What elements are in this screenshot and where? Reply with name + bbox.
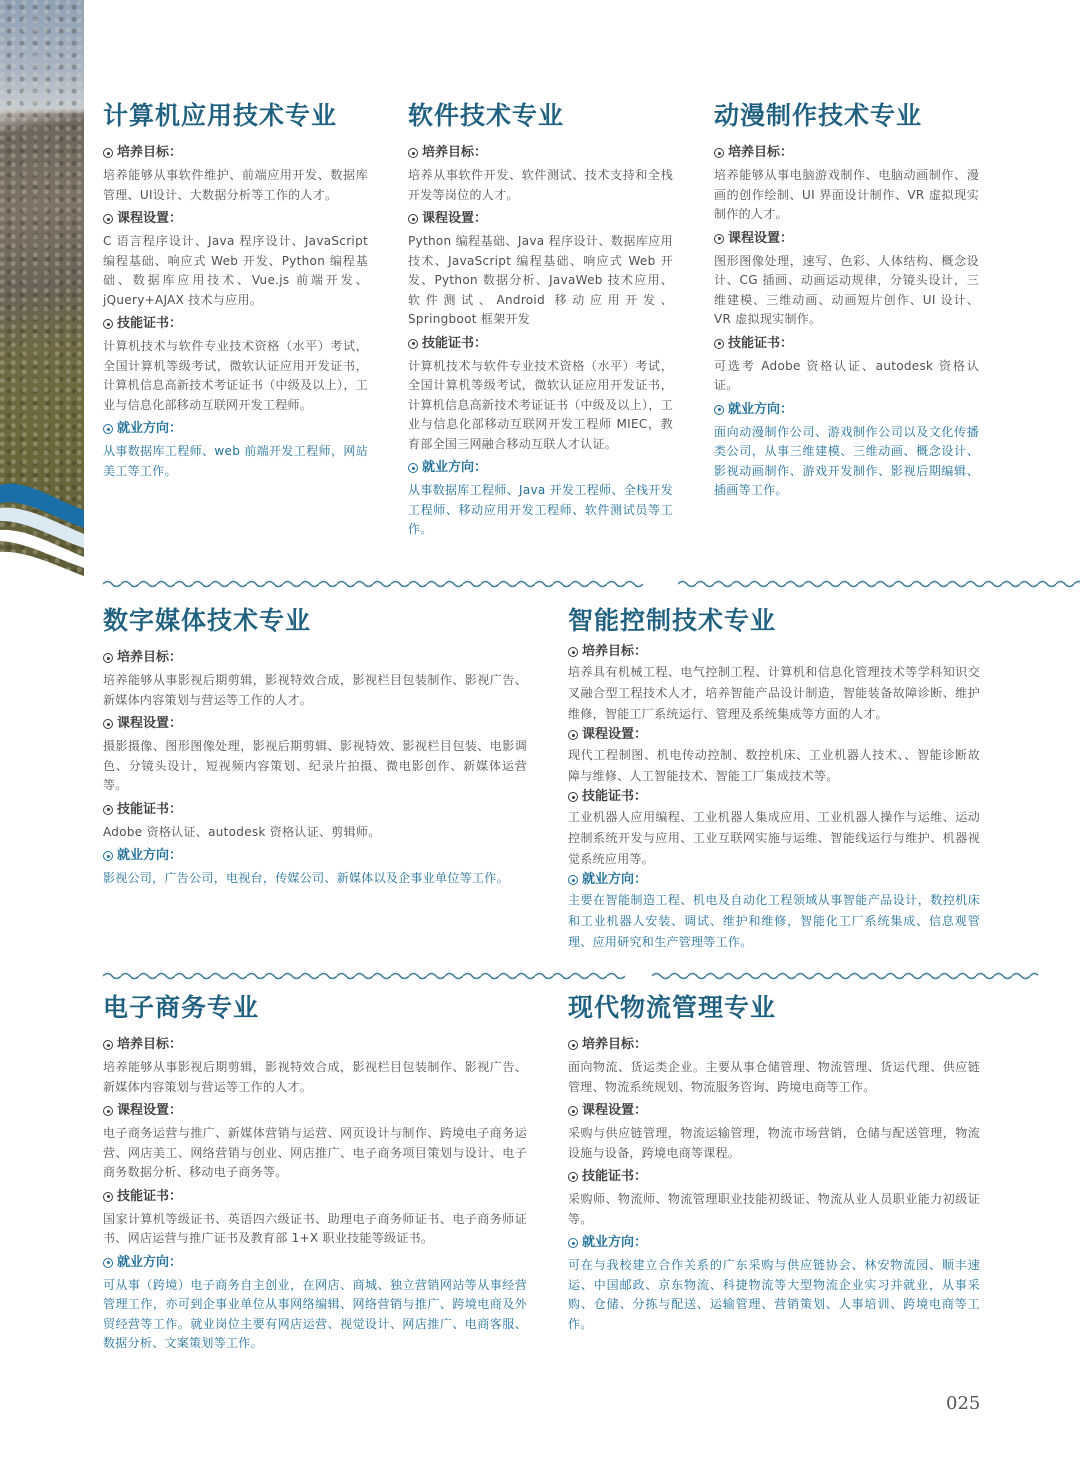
cert-label: 技能证书： <box>117 316 183 331</box>
cert-label: 技能证书： <box>582 789 648 804</box>
circle-bullet-icon <box>103 148 113 158</box>
cert-text: 计算机技术与软件专业技术资格（水平）考试，全国计算机等级考试，微软认证应用开发证书，计算机信息高新技术考证证书（中级及以上），工业与信息化部移动互联网开发工程师 MIEC，教育部全国三网融合移动互联人才认证。 <box>408 358 673 451</box>
circle-bullet-icon <box>714 234 724 244</box>
course-label: 课程设置： <box>117 716 183 731</box>
circle-bullet-icon <box>568 875 578 885</box>
circle-bullet-icon <box>103 851 113 861</box>
cert-label: 技能证书： <box>582 1169 648 1184</box>
course-label: 课程设置： <box>728 230 794 246</box>
circle-bullet-icon <box>103 1040 113 1050</box>
career-heading <box>568 1233 980 1253</box>
major-section-computer-application <box>103 99 368 485</box>
major-title: 数字媒体技术专业 <box>103 606 312 635</box>
course-text: 摄影摄像、图形图像处理，影视后期剪辑、影视特效、影视栏目包装、电影调色、分镜头设计，短视频内容策划、纪录片拍摄、微电影创作、新媒体运营等。 <box>103 739 527 792</box>
goal-text: 培养能够从事电脑游戏制作、电脑动画制作、漫画的创作绘制、UI 界面设计制作、VR 虚拟现实制作的人才。 <box>714 168 979 221</box>
major-section-animation <box>714 99 979 505</box>
cert-text: 可选考 Adobe 资格认证、autodesk 资格认证。 <box>714 358 979 392</box>
cert-label: 技能证书： <box>728 335 794 351</box>
circle-bullet-icon <box>568 1106 578 1116</box>
course-heading <box>714 229 979 249</box>
cert-heading <box>568 787 980 807</box>
major-section-software <box>408 99 673 544</box>
career-heading <box>568 870 980 890</box>
circle-bullet-icon <box>714 405 724 415</box>
course-label: 课程设置： <box>582 727 648 742</box>
career-text: 主要在智能制造工程、机电及自动化工程领域从事智能产品设计，数控机床和工业机器人安装、调试、维护和维修，智能化工厂系统集成、信息观管理、应用研究和生产管理等工作。 <box>568 893 980 949</box>
career-label: 就业方向： <box>582 1235 648 1250</box>
goal-heading <box>103 648 527 668</box>
major-section-digital-media <box>103 604 527 893</box>
goal-label: 培养目标： <box>117 1037 183 1052</box>
circle-bullet-icon <box>103 1106 113 1116</box>
circle-bullet-icon <box>568 1172 578 1182</box>
goal-heading <box>568 1035 980 1055</box>
goal-label: 培养目标： <box>117 650 183 665</box>
wave-divider <box>678 579 1080 589</box>
career-text: 面向动漫制作公司、游戏制作公司以及文化传播类公司，从事三维建模、三维动画、概念设计、影视动画制作、游戏开发制作、影视后期编辑、插画等工作。 <box>714 424 979 497</box>
career-label: 就业方向： <box>117 421 183 436</box>
course-label: 课程设置： <box>117 211 183 226</box>
course-heading <box>568 725 980 745</box>
goal-heading <box>103 1035 527 1055</box>
circle-bullet-icon <box>408 214 418 224</box>
career-heading <box>103 1253 527 1273</box>
circle-bullet-icon <box>408 148 418 158</box>
major-title: 计算机应用技术专业 <box>103 101 338 130</box>
goal-label: 培养目标： <box>422 145 488 160</box>
goal-text: 培养能够从事软件维护、前端应用开发、数据库管理、UI设计、大数据分析等工作的人才。 <box>103 168 368 202</box>
circle-bullet-icon <box>103 1258 113 1268</box>
wave-stripes-decoration <box>0 0 84 600</box>
course-heading <box>103 1101 527 1121</box>
course-text: 采购与供应链管理，物流运输管理，物流市场营销，仓储与配送管理，物流设施与设备，跨境电商等课程。 <box>568 1126 980 1160</box>
course-heading <box>103 714 527 734</box>
cert-heading <box>408 334 673 354</box>
circle-bullet-icon <box>568 792 578 802</box>
career-heading <box>103 419 368 439</box>
circle-bullet-icon <box>714 148 724 158</box>
circle-bullet-icon <box>568 1238 578 1248</box>
cert-heading <box>103 1187 527 1207</box>
cert-text: 工业机器人应用编程、工业机器人集成应用、工业机器人操作与运维、运动控制系统开发与应用、工业互联网实施与运维、智能线运行与维护、机器视觉系统应用等。 <box>568 810 980 866</box>
major-title: 现代物流管理专业 <box>568 993 777 1022</box>
cert-heading <box>103 800 527 820</box>
major-section-logistics <box>568 991 980 1338</box>
goal-text: 面向物流、货运类企业。主要从事仓储管理、物流管理、货运代理、供应链管理、物流系统规划、物流服务咨询、跨境电商等工作。 <box>568 1060 980 1094</box>
career-text: 影视公司，广告公司，电视台，传媒公司、新媒体以及企事业单位等工作。 <box>103 871 509 885</box>
major-title: 动漫制作技术专业 <box>714 101 923 130</box>
circle-bullet-icon <box>408 463 418 473</box>
major-section-intelligent-control <box>568 604 980 953</box>
career-text: 从事数据库工程师、web 前端开发工程师，网站美工等工作。 <box>103 444 368 478</box>
course-heading <box>408 209 673 229</box>
career-label: 就业方向： <box>582 872 648 887</box>
major-title: 电子商务专业 <box>103 993 260 1022</box>
wave-divider <box>103 579 643 589</box>
circle-bullet-icon <box>714 339 724 349</box>
goal-text: 培养能够从事影视后期剪辑，影视特效合成，影视栏目包装制作、影视广告、新媒体内容策划与营运等工作的人才。 <box>103 1060 527 1094</box>
career-label: 就业方向： <box>117 1254 183 1270</box>
circle-bullet-icon <box>568 647 578 657</box>
major-title: 智能控制技术专业 <box>568 606 777 635</box>
goal-heading <box>568 642 980 662</box>
goal-text: 培养能够从事影视后期剪辑，影视特效合成，影视栏目包装制作、影视广告、新媒体内容策划与营运等工作的人才。 <box>103 673 527 707</box>
cert-text: 计算机技术与软件专业技术资格（水平）考试，全国计算机等级考试，微软认证应用开发证书，计算机信息高新技术考证证书（中级及以上），工业与信息化部移动互联网开发工程师。 <box>103 339 368 412</box>
goal-label: 培养目标： <box>582 1037 648 1052</box>
circle-bullet-icon <box>103 1192 113 1202</box>
goal-text: 培养从事软件开发、软件测试、技术支持和全栈开发等岗位的人才。 <box>408 168 673 202</box>
course-text: 图形图像处理，速写、色彩、人体结构、概念设计、CG 插画、动画运动规律，分镜头设计，三维建模、三维动画、动画短片创作、UI 设计、VR 虚拟现实制作。 <box>714 253 979 326</box>
course-label: 课程设置： <box>422 211 488 226</box>
goal-label: 培养目标： <box>117 145 183 160</box>
goal-heading <box>714 143 979 163</box>
cert-heading <box>568 1167 980 1187</box>
goal-heading <box>408 143 673 163</box>
cert-text: Adobe 资格认证、autodesk 资格认证、剪辑师。 <box>103 824 381 839</box>
cert-heading <box>103 314 368 334</box>
course-text: Python 编程基础、Java 程序设计、数据库应用技术、JavaScript 编程基础、响应式 Web 开发、Python 数据分析、JavaWeb 技术应用、软件测试、Android 移动应用开发、Springboot 框架开发 <box>408 234 673 326</box>
career-text: 可从事（跨境）电子商务自主创业，在网店、商城、独立营销网站等从事经营管理工作，亦可到企事业单位从事网络编辑、网络营销与推广、跨境电商及外贸经营等工作。就业岗位主要有网店运营、视觉设计、网店推广、电商客服、数据分析、文案策划等工作。 <box>103 1277 527 1350</box>
career-label: 就业方向： <box>728 401 794 417</box>
cert-text: 采购师、物流师、物流管理职业技能初级证、物流从业人员职业能力初级证等。 <box>568 1192 980 1226</box>
major-title: 软件技术专业 <box>408 101 565 130</box>
circle-bullet-icon <box>103 424 113 434</box>
circle-bullet-icon <box>103 719 113 729</box>
career-text: 可在与我校建立合作关系的广东采购与供应链协会、林安物流园、顺丰速运、中国邮政、京东物流、科捷物流等大型物流企业实习并就业，从事采购、仓储、分拣与配送、运输管理、营销策划、人事培训、跨境电商等工作。 <box>568 1258 980 1331</box>
circle-bullet-icon <box>103 653 113 663</box>
cert-text: 国家计算机等级证书、英语四六级证书、助理电子商务师证书、电子商务师证书、网店运营与推广证书及教育部 1+X 职业技能等级证书。 <box>103 1211 527 1245</box>
goal-label: 培养目标： <box>728 145 794 160</box>
major-section-ecommerce <box>103 991 527 1358</box>
cert-heading <box>714 334 979 354</box>
course-text: 现代工程制图、机电传动控制、数控机床、工业机器人技术、、智能诊断故障与维修、人工智能技术、智能工厂集成技术等。 <box>568 748 980 783</box>
course-label: 课程设置： <box>117 1103 183 1118</box>
career-heading <box>408 458 673 478</box>
career-label: 就业方向： <box>117 848 183 863</box>
course-text: C 语言程序设计、Java 程序设计、JavaScript 编程基础、响应式 Web 开发、Python 编程基础、数据库应用技术、Vue.js 前端开发、jQuery+AJAX 技术与应用。 <box>103 234 368 307</box>
landscape-photo-strip <box>0 0 84 600</box>
circle-bullet-icon <box>103 319 113 329</box>
wave-divider <box>103 971 625 981</box>
cert-label: 技能证书： <box>422 335 488 351</box>
course-heading <box>568 1101 980 1121</box>
wave-divider <box>652 971 1038 981</box>
career-text: 从事数据库工程师、Java 开发工程师、全栈开发工程师、移动应用开发工程师、软件测试员等工作。 <box>408 483 673 536</box>
goal-text: 培养具有机械工程、电气控制工程、计算机和信息化管理技术等学科知识交叉融合型工程技术人才，培养智能产品设计制造，智能装备故障诊断、维护维修，智能工厂系统运行、管理及系统集成等方面的人才。 <box>568 665 980 721</box>
circle-bullet-icon <box>103 214 113 224</box>
circle-bullet-icon <box>103 805 113 815</box>
goal-heading <box>103 143 368 163</box>
career-heading <box>103 846 527 866</box>
circle-bullet-icon <box>568 730 578 740</box>
goal-label: 培养目标： <box>582 644 648 659</box>
cert-label: 技能证书： <box>117 1188 183 1204</box>
circle-bullet-icon <box>408 339 418 349</box>
course-heading <box>103 209 368 229</box>
course-text: 电子商务运营与推广、新媒体营销与运营、网页设计与制作、跨境电子商务运营、网店美工、网络营销与创业、网店推广、电子商务项目策划与设计、电子商务数据分析、移动电子商务等。 <box>103 1126 527 1179</box>
page-number: 025 <box>946 1393 981 1414</box>
course-label: 课程设置： <box>582 1103 648 1118</box>
career-heading <box>714 400 979 420</box>
circle-bullet-icon <box>568 1040 578 1050</box>
career-label: 就业方向： <box>422 460 488 475</box>
cert-label: 技能证书： <box>117 801 183 817</box>
